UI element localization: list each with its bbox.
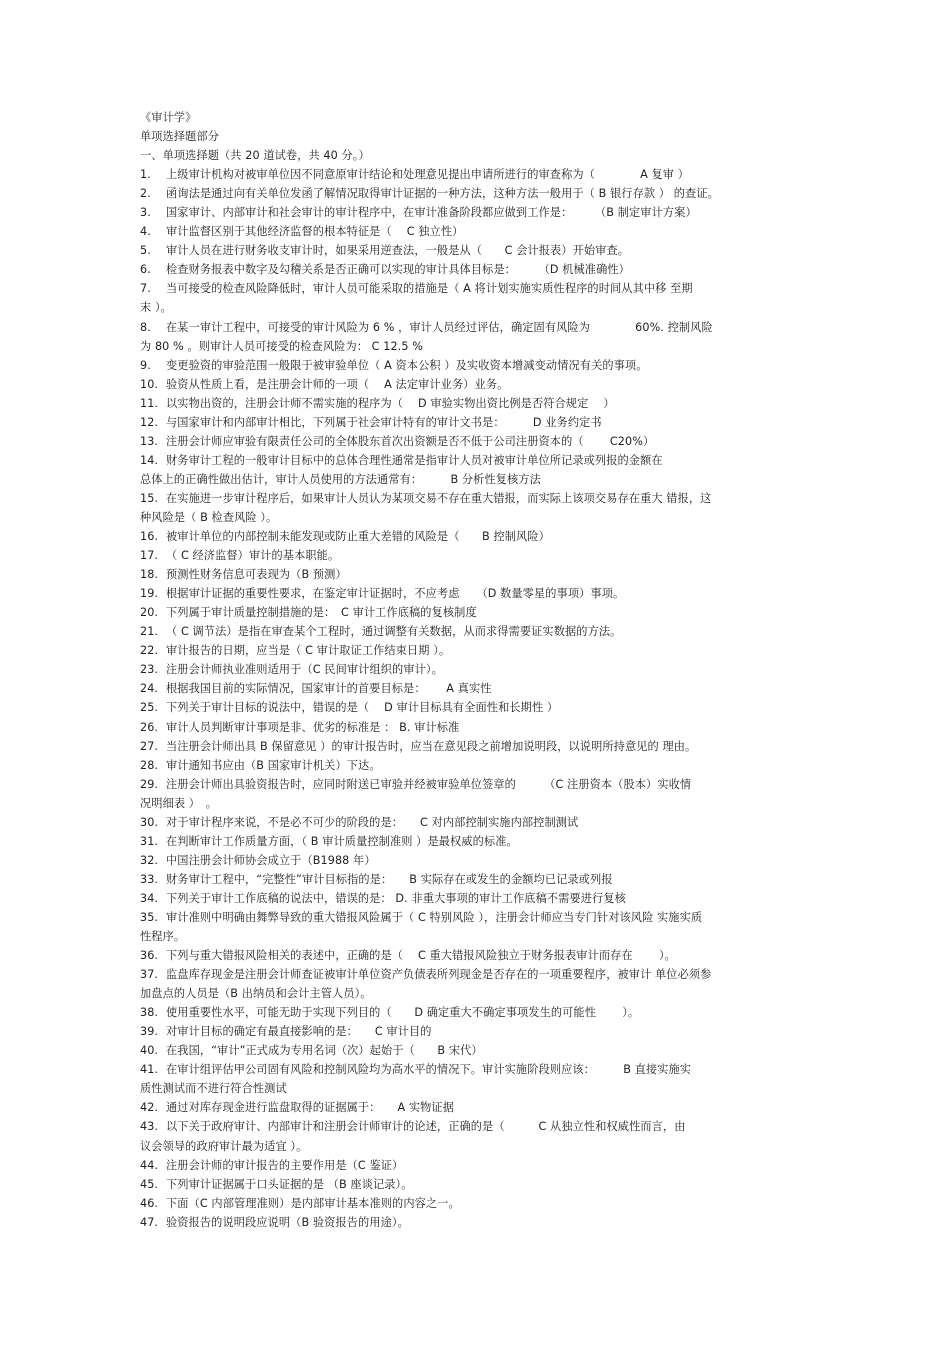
question-number: 18. <box>140 568 159 582</box>
question-line <box>140 546 808 565</box>
question-line <box>140 832 808 851</box>
question-text: 注册会计师应审验有限责任公司的全体股东首次出资额是否不低于公司注册资本的（ C20%） <box>166 434 655 448</box>
question-text: 对于审计程序来说，不是必不可少的阶段的是： C 对内部控制实施内部控制测试 <box>166 815 579 829</box>
question-text: 下列关于审计工作底稿的说法中，错误的是： D. 非重大事项的审计工作底稿不需要进行复核 <box>166 891 626 905</box>
question-text: 验资报告的说明段应说明（B 验资报告的用途）。 <box>166 1215 409 1229</box>
question-number: 37. <box>140 968 159 982</box>
doc-title: 《审计学》 <box>140 111 197 124</box>
question-line <box>140 775 808 794</box>
question-item <box>140 1003 808 1022</box>
question-line <box>140 908 808 927</box>
question-item <box>140 260 808 279</box>
question-item <box>140 775 808 813</box>
question-number: 9. <box>140 358 151 372</box>
question-item <box>140 527 808 546</box>
question-line <box>140 356 808 375</box>
question-line <box>140 1041 808 1060</box>
question-item <box>140 1041 808 1060</box>
question-number: 13. <box>140 434 159 448</box>
question-line <box>140 1175 808 1194</box>
question-line <box>140 1098 808 1117</box>
question-number: 35. <box>140 910 159 924</box>
question-item <box>140 1213 808 1232</box>
question-number: 17. <box>140 549 159 563</box>
question-number: 12. <box>140 415 159 429</box>
question-line <box>140 394 808 413</box>
question-continuation: 种风险是（ B 检查风险 ）。 <box>140 510 278 524</box>
question-number: 40. <box>140 1044 159 1058</box>
question-line <box>140 165 808 184</box>
question-item <box>140 584 808 603</box>
question-line <box>140 1003 808 1022</box>
question-text: 预测性财务信息可表现为（B 预测） <box>166 568 347 582</box>
question-number: 4. <box>140 225 151 239</box>
question-number: 21. <box>140 625 159 639</box>
question-number: 36. <box>140 949 159 963</box>
question-text: 函询法是通过向有关单位发函了解情况取得审计证据的一种方法，这种方法一般用于（ B 银行存款 ） 的查证。 <box>166 187 719 201</box>
question-item <box>140 1022 808 1041</box>
question-line <box>140 1117 808 1136</box>
question-item <box>140 413 808 432</box>
question-line <box>140 737 808 756</box>
question-line <box>140 1022 808 1041</box>
question-text: 审计准则中明确由舞弊导致的重大错报风险属于（ C 特别风险 ），注册会计师应当专门针对该风险 实施实质 <box>166 910 703 924</box>
question-line <box>140 679 808 698</box>
question-text: 注册会计师出具验资报告时，应同时附送已审验并经被审验单位签章的 （C 注册资本（股本）实收情 <box>166 777 692 791</box>
question-number: 16. <box>140 530 159 544</box>
question-line <box>140 489 808 508</box>
question-item <box>140 813 808 832</box>
question-number: 41. <box>140 1063 159 1077</box>
question-line <box>140 203 808 222</box>
question-item <box>140 603 808 622</box>
question-number: 7. <box>140 282 151 296</box>
question-line <box>140 698 808 717</box>
question-number: 46. <box>140 1196 159 1210</box>
question-item <box>140 489 808 527</box>
question-item <box>140 908 808 946</box>
question-item <box>140 1194 808 1213</box>
question-item <box>140 1098 808 1117</box>
question-number: 23. <box>140 663 159 677</box>
question-line <box>140 222 808 241</box>
question-text: 下列关于审计目标的说法中，错误的是（ D 审计目标具有全面性和长期性 ） <box>166 701 559 715</box>
question-text: （ C 经济监督）审计的基本职能。 <box>166 549 340 563</box>
question-continuation: 况明细表 ） 。 <box>140 796 218 810</box>
question-item <box>140 965 808 1003</box>
question-text: 变更验资的审验范围一般限于被审验单位（ A 资本公积 ）及实收资本增减变动情况有关的事项。 <box>166 358 648 372</box>
question-number: 6. <box>140 263 151 277</box>
question-line <box>140 889 808 908</box>
question-number: 44. <box>140 1158 159 1172</box>
question-item <box>140 889 808 908</box>
question-item <box>140 565 808 584</box>
question-number: 5. <box>140 244 151 258</box>
question-text: 下面（C 内部管理准则）是内部审计基本准则的内容之一。 <box>166 1196 460 1210</box>
question-text: 与国家审计和内部审计相比，下列属于社会审计特有的审计文书是： D 业务约定书 <box>166 415 602 429</box>
question-text: 财务审计工程的一般审计目标中的总体合理性通常是指审计人员对被审计单位所记录或列报的金额在 <box>166 453 663 467</box>
question-item <box>140 356 808 375</box>
question-line <box>140 451 808 470</box>
question-number: 26. <box>140 720 159 734</box>
question-text: 根据审计证据的重要性要求，在鉴定审计证据时，不应考虑 （D 数量零星的事项）事项。 <box>166 587 625 601</box>
question-text: 检查财务报表中数字及勾稽关系是否正确可以实现的审计具体目标是： （D 机械准确性） <box>166 263 630 277</box>
question-number: 10. <box>140 377 159 391</box>
question-item <box>140 451 808 489</box>
question-text: 当可接受的检查风险降低时，审计人员可能采取的措施是（ A 将计划实施实质性程序的时间从其中移 至期 <box>166 282 693 296</box>
question-item <box>140 546 808 565</box>
question-text: 通过对库存现金进行监盘取得的证据属于： A 实物证据 <box>166 1101 454 1115</box>
question-number: 33. <box>140 872 159 886</box>
question-item <box>140 622 808 641</box>
question-line <box>140 718 808 737</box>
question-line <box>140 584 808 603</box>
question-line <box>140 946 808 965</box>
question-number: 43. <box>140 1120 159 1134</box>
question-line <box>140 184 808 203</box>
question-number: 22. <box>140 644 159 658</box>
section-title: 单项选择题部分 <box>140 130 220 144</box>
question-text: 中国注册会计师协会成立于（B1988 年） <box>166 853 376 867</box>
question-item <box>140 184 808 203</box>
question-number: 15. <box>140 491 159 505</box>
question-number: 39. <box>140 1025 159 1039</box>
question-number: 1. <box>140 168 151 182</box>
question-number: 34. <box>140 891 159 905</box>
question-number: 3. <box>140 206 151 220</box>
question-continuation: 为 80 % 。则审计人员可接受的检查风险为： C 12.5 % <box>140 339 423 353</box>
question-number: 31. <box>140 834 159 848</box>
document-page <box>140 108 808 1232</box>
question-item <box>140 870 808 889</box>
question-continuation: 末 ）。 <box>140 301 172 315</box>
question-line <box>140 413 808 432</box>
instructions: 一、单项选择题（共 20 道试卷，共 40 分。） <box>140 149 370 163</box>
question-text: （ C 调节法）是指在审查某个工程时，通过调整有关数据，从而求得需要证实数据的方法。 <box>166 625 622 639</box>
question-line <box>140 241 808 260</box>
question-line <box>140 965 808 984</box>
question-text: 下列审计证据属于口头证据的是 （B 座谈记录）。 <box>166 1177 413 1191</box>
question-item <box>140 679 808 698</box>
question-item <box>140 851 808 870</box>
question-continuation: 总体上的正确性做出估计，审计人员使用的方法通常有： B 分析性复核方法 <box>140 472 541 486</box>
question-item <box>140 241 808 260</box>
question-text: 下列与重大错报风险相关的表述中，正确的是（ C 重大错报风险独立于财务报表审计而存在 ）。 <box>166 949 676 963</box>
question-line <box>140 813 808 832</box>
question-number: 2. <box>140 187 151 201</box>
question-number: 25. <box>140 701 159 715</box>
question-number: 24. <box>140 682 159 696</box>
question-number: 20. <box>140 606 159 620</box>
question-item <box>140 1060 808 1098</box>
question-item <box>140 279 808 317</box>
question-text: 上级审计机构对被审单位因不同意原审计结论和处理意见提出申请所进行的审查称为（ A 复审 ） <box>166 168 690 182</box>
question-text: 监盘库存现金是注册会计师查证被审计单位资产负债表所列现金是否存在的一项重要程序，被审计 单位必须参 <box>166 968 712 982</box>
question-text: 以下关于政府审计、内部审计和注册会计师审计的论述，正确的是（ C 从独立性和权威性而言，由 <box>166 1120 686 1134</box>
question-number: 42. <box>140 1101 159 1115</box>
question-item <box>140 432 808 451</box>
question-item <box>140 1117 808 1155</box>
question-number: 38. <box>140 1006 159 1020</box>
question-line <box>140 432 808 451</box>
question-line <box>140 375 808 394</box>
question-number: 27. <box>140 739 159 753</box>
question-line <box>140 565 808 584</box>
question-line <box>140 622 808 641</box>
question-text: 对审计目标的确定有最直接影响的是： C 审计目的 <box>166 1025 432 1039</box>
question-continuation: 性程序。 <box>140 930 186 944</box>
question-text: 以实物出资的，注册会计师不需实施的程序为（ D 审验实物出资比例是否符合规定 ） <box>166 396 615 410</box>
question-line <box>140 527 808 546</box>
question-line <box>140 1194 808 1213</box>
question-line <box>140 318 808 337</box>
question-line <box>140 870 808 889</box>
question-number: 45. <box>140 1177 159 1191</box>
question-list <box>140 165 808 1232</box>
question-text: 使用重要性水平，可能无助于实现下列目的（ D 确定重大不确定事项发生的可能性 ）。 <box>166 1006 640 1020</box>
question-text: 验资从性质上看，是注册会计师的一项（ A 法定审计业务）业务。 <box>166 377 509 391</box>
question-item <box>140 394 808 413</box>
question-number: 19. <box>140 587 159 601</box>
question-continuation: 加盘点的人员是（B 出纳员和会计主管人员）。 <box>140 987 372 1001</box>
question-text: 审计人员判断审计事项是非、优劣的标准是 ： B. 审计标准 <box>166 720 460 734</box>
question-item <box>140 641 808 660</box>
question-text: 在判断审计工作质量方面，（ B 审计质量控制准则 ）是最权威的标准。 <box>166 834 518 848</box>
question-line <box>140 279 808 298</box>
question-text: 在审计组评估甲公司固有风险和控制风险均为高水平的情况下。审计实施阶段则应该： B 直接实施实 <box>166 1063 692 1077</box>
question-text: 审计报告的日期，应当是（ C 审计取证工作结束日期 ）。 <box>166 644 451 658</box>
question-text: 审计通知书应由（B 国家审计机关）下达。 <box>166 758 381 772</box>
question-number: 11. <box>140 396 159 410</box>
question-text: 根据我国目前的实际情况，国家审计的首要目标是： A 真实性 <box>166 682 492 696</box>
question-text: 下列属于审计质量控制措施的是： C 审计工作底稿的复核制度 <box>166 606 477 620</box>
question-text: 在实施进一步审计程序后，如果审计人员认为某项交易不存在重大错报，而实际上该项交易存在重大 错报，这 <box>166 491 712 505</box>
question-number: 28. <box>140 758 159 772</box>
question-item <box>140 832 808 851</box>
question-text: 审计人员在进行财务收支审计时，如果采用逆查法，一般是从（ C 会计报表）开始审查。 <box>166 244 630 258</box>
question-text: 被审计单位的内部控制未能发现或防止重大差错的风险是（ B 控制风险） <box>166 530 550 544</box>
question-number: 8. <box>140 320 151 334</box>
question-line <box>140 851 808 870</box>
question-line <box>140 641 808 660</box>
question-line <box>140 1213 808 1232</box>
question-item <box>140 1175 808 1194</box>
question-text: 注册会计师的审计报告的主要作用是（C 鉴证） <box>166 1158 404 1172</box>
question-item <box>140 318 808 356</box>
question-text: 在我国，“审计”正式成为专用名词（次）起始于（ B 宋代） <box>166 1044 483 1058</box>
question-item <box>140 718 808 737</box>
question-number: 32. <box>140 853 159 867</box>
question-text: 在某一审计工程中，可接受的审计风险为 6 % ，审计人员经过评估，确定固有风险为 60%. 控制风险 <box>166 320 713 334</box>
question-item <box>140 1156 808 1175</box>
question-text: 审计监督区别于其他经济监督的根本特征是（ C 独立性） <box>166 225 464 239</box>
question-item <box>140 946 808 965</box>
question-item <box>140 756 808 775</box>
question-item <box>140 375 808 394</box>
question-text: 国家审计、内部审计和社会审计的审计程序中，在审计准备阶段都应做到工作是： （B 制定审计方案） <box>166 206 697 220</box>
question-line <box>140 1156 808 1175</box>
question-item <box>140 737 808 756</box>
question-item <box>140 165 808 184</box>
question-item <box>140 203 808 222</box>
question-number: 30. <box>140 815 159 829</box>
question-continuation: 质性测试而不进行符合性测试 <box>140 1082 287 1096</box>
question-text: 注册会计师执业准则适用于（C 民间审计组织的审计）。 <box>166 663 443 677</box>
question-line <box>140 1060 808 1079</box>
question-line <box>140 756 808 775</box>
question-item <box>140 222 808 241</box>
question-text: 当注册会计师出具 B 保留意见 ）的审计报告时，应当在意见段之前增加说明段，以说明所持意见的 理由。 <box>166 739 697 753</box>
question-item <box>140 660 808 679</box>
question-number: 29. <box>140 777 159 791</box>
question-number: 47. <box>140 1215 159 1229</box>
question-text: 财务审计工程中，“完整性”审计目标指的是： B 实际存在或发生的金额均已记录或列报 <box>166 872 613 886</box>
question-line <box>140 660 808 679</box>
question-number: 14. <box>140 453 159 467</box>
question-line <box>140 260 808 279</box>
question-continuation: 议会领导的政府审计最为适宜 ）。 <box>140 1139 308 1153</box>
question-item <box>140 698 808 717</box>
question-line <box>140 603 808 622</box>
